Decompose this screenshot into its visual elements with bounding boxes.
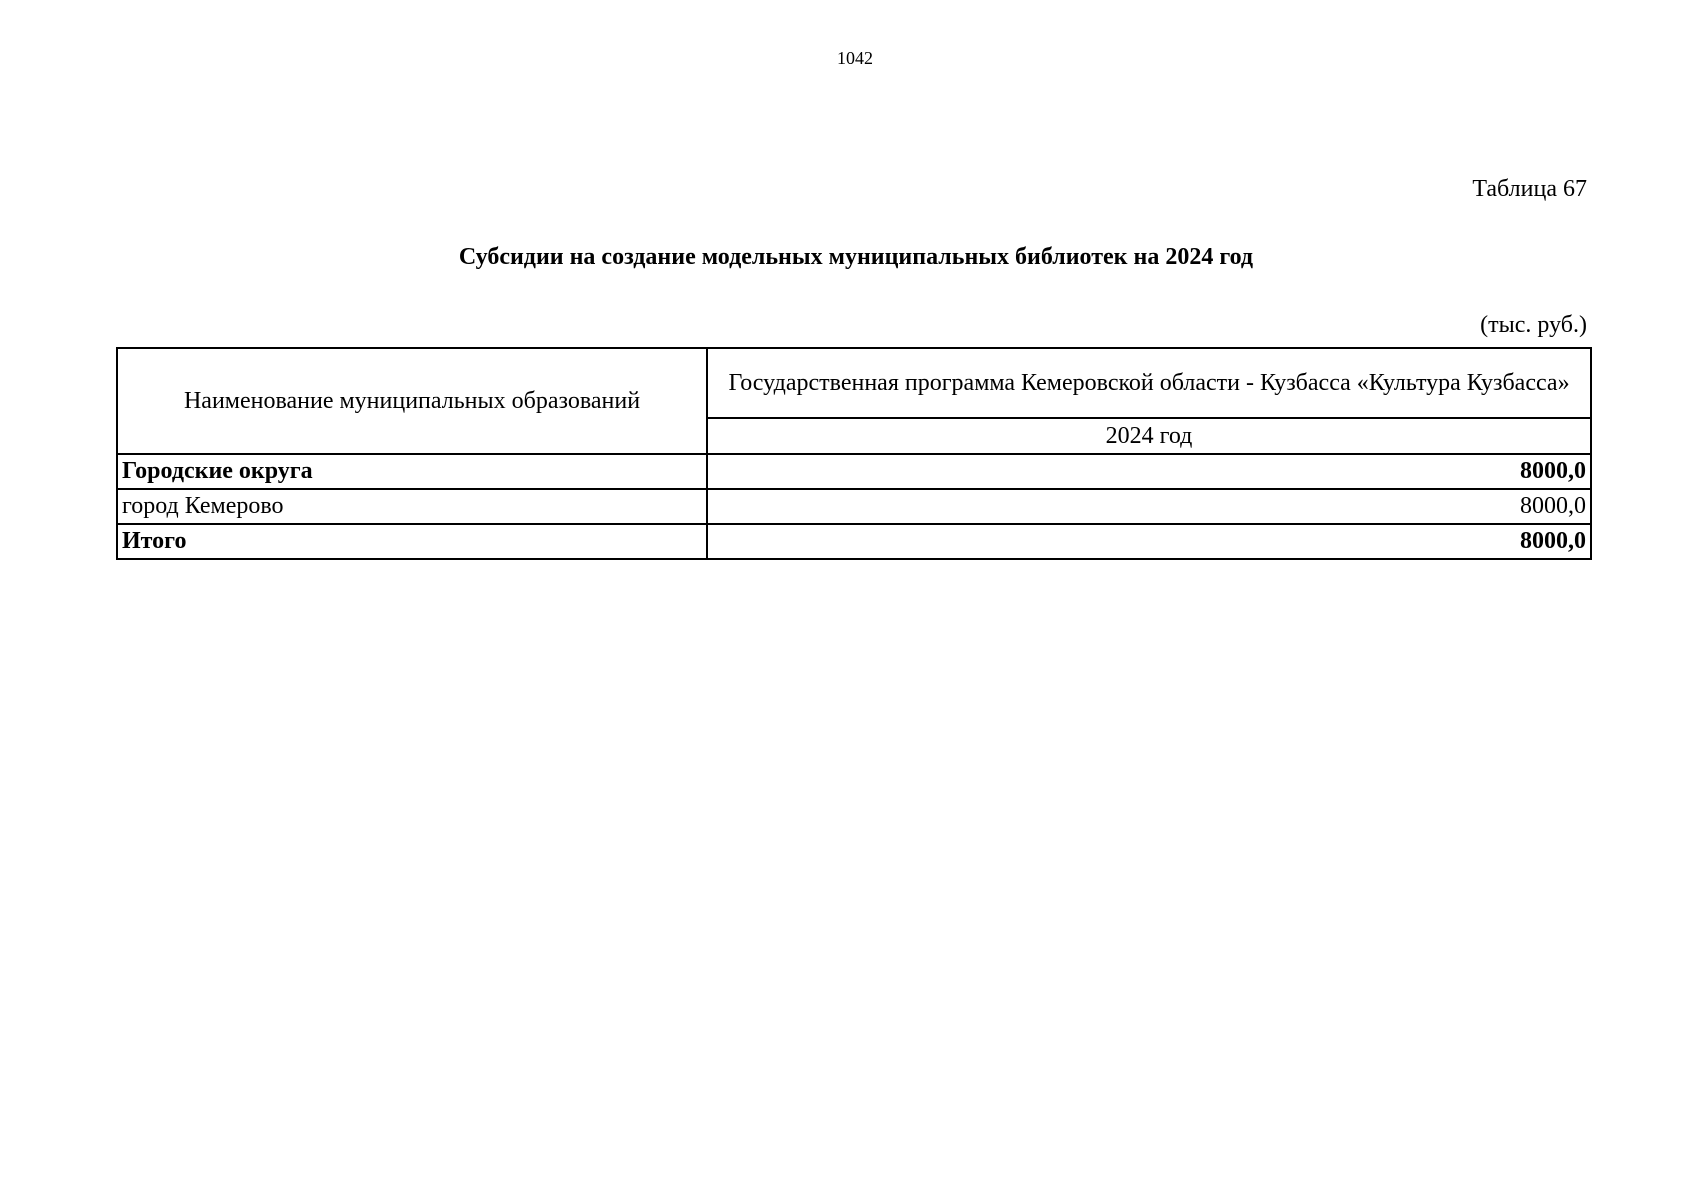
table-header-row (117, 348, 1591, 418)
header-year: 2024 год (707, 418, 1591, 454)
row-name: Городские округа (117, 454, 707, 489)
subsidy-table (116, 347, 1592, 560)
row-value: 8000,0 (707, 454, 1591, 489)
table-label: Таблица 67 (1472, 176, 1587, 202)
header-program: Государственная программа Кемеровской области - Кузбасса «Культура Кузбасса» (707, 348, 1591, 418)
document-title: Субсидии на создание модельных муниципальных библиотек на 2024 год (458, 244, 1254, 270)
page-number: 1042 (837, 48, 873, 68)
units-label: (тыс. руб.) (1480, 312, 1587, 338)
row-name: Итого (117, 524, 707, 559)
table-row (117, 489, 1591, 524)
header-name-column: Наименование муниципальных образований (117, 348, 707, 454)
table-row-total (117, 524, 1591, 559)
row-value: 8000,0 (707, 489, 1591, 524)
table-row (117, 454, 1591, 489)
row-name: город Кемерово (117, 489, 707, 524)
row-value: 8000,0 (707, 524, 1591, 559)
